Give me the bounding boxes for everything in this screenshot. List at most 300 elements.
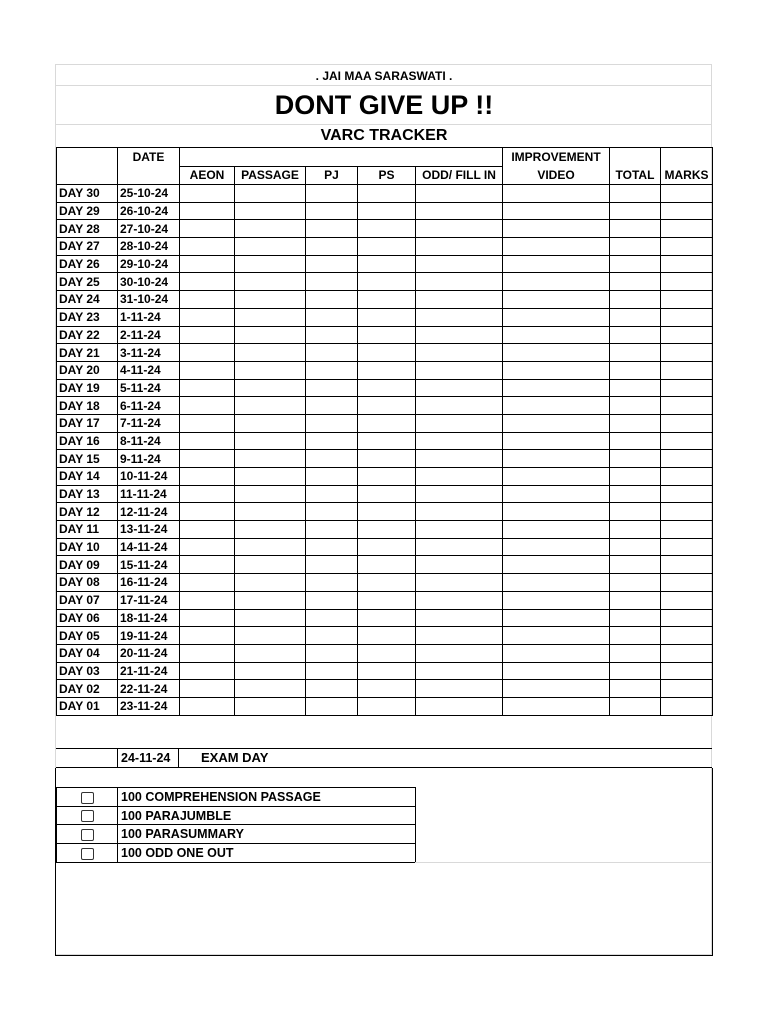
aeon-cell[interactable] xyxy=(180,379,235,397)
day-cell: DAY 23 xyxy=(57,308,118,326)
aeon-cell[interactable] xyxy=(180,485,235,503)
marks-cell[interactable] xyxy=(661,379,713,397)
ps-cell[interactable] xyxy=(358,238,416,256)
day-cell: DAY 08 xyxy=(57,574,118,592)
passage-cell[interactable] xyxy=(235,255,306,273)
pj-cell[interactable] xyxy=(306,680,358,698)
total-cell[interactable] xyxy=(610,556,661,574)
aeon-cell[interactable] xyxy=(180,273,235,291)
passage-cell[interactable] xyxy=(235,361,306,379)
video-cell[interactable] xyxy=(503,291,610,309)
odd-fill-cell[interactable] xyxy=(416,308,503,326)
marks-cell[interactable] xyxy=(661,432,713,450)
ps-cell[interactable] xyxy=(358,468,416,486)
day-cell: DAY 14 xyxy=(57,468,118,486)
date-cell: 8-11-24 xyxy=(118,432,180,450)
aeon-cell[interactable] xyxy=(180,326,235,344)
odd-fill-cell[interactable] xyxy=(416,644,503,662)
aeon-cell[interactable] xyxy=(180,574,235,592)
header-cell-empty xyxy=(661,148,713,167)
passage-cell[interactable] xyxy=(235,468,306,486)
header-total: TOTAL xyxy=(610,166,661,185)
pj-cell[interactable] xyxy=(306,644,358,662)
odd-fill-cell[interactable] xyxy=(416,574,503,592)
ps-cell[interactable] xyxy=(358,662,416,680)
video-cell[interactable] xyxy=(503,397,610,415)
table-row xyxy=(57,273,713,291)
aeon-cell[interactable] xyxy=(180,538,235,556)
total-cell[interactable] xyxy=(610,627,661,645)
odd-fill-cell[interactable] xyxy=(416,591,503,609)
aeon-cell[interactable] xyxy=(180,308,235,326)
passage-cell[interactable] xyxy=(235,273,306,291)
odd-fill-cell[interactable] xyxy=(416,273,503,291)
pj-cell[interactable] xyxy=(306,361,358,379)
total-cell[interactable] xyxy=(610,591,661,609)
marks-cell[interactable] xyxy=(661,521,713,539)
odd-fill-cell[interactable] xyxy=(416,627,503,645)
marks-cell[interactable] xyxy=(661,273,713,291)
aeon-cell[interactable] xyxy=(180,644,235,662)
checklist-label: 100 PARASUMMARY xyxy=(118,825,416,844)
odd-fill-cell[interactable] xyxy=(416,680,503,698)
ps-cell[interactable] xyxy=(358,574,416,592)
pj-cell[interactable] xyxy=(306,238,358,256)
aeon-cell[interactable] xyxy=(180,450,235,468)
total-cell[interactable] xyxy=(610,308,661,326)
day-cell: DAY 26 xyxy=(57,255,118,273)
day-cell: DAY 11 xyxy=(57,521,118,539)
marks-cell[interactable] xyxy=(661,291,713,309)
marks-cell[interactable] xyxy=(661,255,713,273)
marks-cell[interactable] xyxy=(661,326,713,344)
blessing-text: . JAI MAA SARASWATI . xyxy=(315,69,453,83)
aeon-cell[interactable] xyxy=(180,291,235,309)
odd-fill-cell[interactable] xyxy=(416,538,503,556)
table-row xyxy=(57,503,713,521)
ps-cell[interactable] xyxy=(358,185,416,203)
header-video: VIDEO xyxy=(503,166,610,185)
ps-cell[interactable] xyxy=(358,202,416,220)
marks-cell[interactable] xyxy=(661,450,713,468)
passage-cell[interactable] xyxy=(235,414,306,432)
marks-cell[interactable] xyxy=(661,609,713,627)
ps-cell[interactable] xyxy=(358,326,416,344)
passage-cell[interactable] xyxy=(235,379,306,397)
total-cell[interactable] xyxy=(610,662,661,680)
table-row xyxy=(57,680,713,698)
pj-cell[interactable] xyxy=(306,291,358,309)
odd-fill-cell[interactable] xyxy=(416,344,503,362)
table-row xyxy=(57,697,713,715)
aeon-cell[interactable] xyxy=(180,591,235,609)
day-cell: DAY 15 xyxy=(57,450,118,468)
marks-cell[interactable] xyxy=(661,680,713,698)
pj-cell[interactable] xyxy=(306,591,358,609)
exam-label: EXAM DAY xyxy=(201,750,269,765)
day-cell: DAY 28 xyxy=(57,220,118,238)
day-cell: DAY 20 xyxy=(57,361,118,379)
date-cell: 27-10-24 xyxy=(118,220,180,238)
aeon-cell[interactable] xyxy=(180,627,235,645)
aeon-cell[interactable] xyxy=(180,202,235,220)
table-row xyxy=(57,220,713,238)
pj-cell[interactable] xyxy=(306,609,358,627)
video-cell[interactable] xyxy=(503,627,610,645)
pj-cell[interactable] xyxy=(306,379,358,397)
marks-cell[interactable] xyxy=(661,503,713,521)
header-aeon: AEON xyxy=(180,166,235,185)
odd-fill-cell[interactable] xyxy=(416,202,503,220)
total-cell[interactable] xyxy=(610,185,661,203)
video-cell[interactable] xyxy=(503,574,610,592)
header-cell-empty xyxy=(57,166,118,185)
pj-cell[interactable] xyxy=(306,185,358,203)
total-cell[interactable] xyxy=(610,574,661,592)
passage-cell[interactable] xyxy=(235,450,306,468)
passage-cell[interactable] xyxy=(235,220,306,238)
passage-cell[interactable] xyxy=(235,644,306,662)
total-cell[interactable] xyxy=(610,432,661,450)
passage-cell[interactable] xyxy=(235,697,306,715)
marks-cell[interactable] xyxy=(661,538,713,556)
marks-cell[interactable] xyxy=(661,308,713,326)
exam-row xyxy=(56,748,712,768)
day-cell: DAY 09 xyxy=(57,556,118,574)
ps-cell[interactable] xyxy=(358,361,416,379)
total-cell[interactable] xyxy=(610,644,661,662)
ps-cell[interactable] xyxy=(358,397,416,415)
video-cell[interactable] xyxy=(503,185,610,203)
table-row xyxy=(57,485,713,503)
ps-cell[interactable] xyxy=(358,485,416,503)
passage-cell[interactable] xyxy=(235,485,306,503)
aeon-cell[interactable] xyxy=(180,609,235,627)
date-cell: 6-11-24 xyxy=(118,397,180,415)
aeon-cell[interactable] xyxy=(180,414,235,432)
video-cell[interactable] xyxy=(503,609,610,627)
header-marks: MARKS xyxy=(661,166,713,185)
pj-cell[interactable] xyxy=(306,503,358,521)
table-row xyxy=(57,662,713,680)
odd-fill-cell[interactable] xyxy=(416,361,503,379)
odd-fill-cell[interactable] xyxy=(416,662,503,680)
aeon-cell[interactable] xyxy=(180,521,235,539)
total-cell[interactable] xyxy=(610,344,661,362)
marks-cell[interactable] xyxy=(661,556,713,574)
marks-cell[interactable] xyxy=(661,627,713,645)
pj-cell[interactable] xyxy=(306,556,358,574)
pj-cell[interactable] xyxy=(306,397,358,415)
ps-cell[interactable] xyxy=(358,291,416,309)
video-cell[interactable] xyxy=(503,308,610,326)
total-cell[interactable] xyxy=(610,220,661,238)
aeon-cell[interactable] xyxy=(180,680,235,698)
marks-cell[interactable] xyxy=(661,220,713,238)
total-cell[interactable] xyxy=(610,538,661,556)
aeon-cell[interactable] xyxy=(180,238,235,256)
checklist-item xyxy=(57,825,416,844)
total-cell[interactable] xyxy=(610,273,661,291)
marks-cell[interactable] xyxy=(661,697,713,715)
video-cell[interactable] xyxy=(503,255,610,273)
passage-cell[interactable] xyxy=(235,432,306,450)
video-cell[interactable] xyxy=(503,238,610,256)
odd-fill-cell[interactable] xyxy=(416,397,503,415)
ps-cell[interactable] xyxy=(358,220,416,238)
marks-cell[interactable] xyxy=(661,591,713,609)
total-cell[interactable] xyxy=(610,414,661,432)
aeon-cell[interactable] xyxy=(180,397,235,415)
ps-cell[interactable] xyxy=(358,538,416,556)
video-cell[interactable] xyxy=(503,202,610,220)
total-cell[interactable] xyxy=(610,379,661,397)
checklist xyxy=(56,787,416,863)
total-cell[interactable] xyxy=(610,255,661,273)
video-cell[interactable] xyxy=(503,220,610,238)
ps-cell[interactable] xyxy=(358,273,416,291)
marks-cell[interactable] xyxy=(661,574,713,592)
table-row xyxy=(57,361,713,379)
ps-cell[interactable] xyxy=(358,414,416,432)
table-row xyxy=(57,591,713,609)
total-cell[interactable] xyxy=(610,450,661,468)
ps-cell[interactable] xyxy=(358,450,416,468)
total-cell[interactable] xyxy=(610,361,661,379)
odd-fill-cell[interactable] xyxy=(416,485,503,503)
table-row xyxy=(57,308,713,326)
pj-cell[interactable] xyxy=(306,202,358,220)
passage-cell[interactable] xyxy=(235,662,306,680)
odd-fill-cell[interactable] xyxy=(416,414,503,432)
date-cell: 1-11-24 xyxy=(118,308,180,326)
video-cell[interactable] xyxy=(503,450,610,468)
passage-cell[interactable] xyxy=(235,591,306,609)
ps-cell[interactable] xyxy=(358,432,416,450)
odd-fill-cell[interactable] xyxy=(416,238,503,256)
ps-cell[interactable] xyxy=(358,521,416,539)
ps-cell[interactable] xyxy=(358,644,416,662)
passage-cell[interactable] xyxy=(235,627,306,645)
pj-cell[interactable] xyxy=(306,273,358,291)
checkbox[interactable] xyxy=(81,792,94,804)
pj-cell[interactable] xyxy=(306,432,358,450)
odd-fill-cell[interactable] xyxy=(416,503,503,521)
pj-cell[interactable] xyxy=(306,414,358,432)
date-cell: 29-10-24 xyxy=(118,255,180,273)
odd-fill-cell[interactable] xyxy=(416,450,503,468)
odd-fill-cell[interactable] xyxy=(416,521,503,539)
pj-cell[interactable] xyxy=(306,697,358,715)
odd-fill-cell[interactable] xyxy=(416,556,503,574)
checklist-label: 100 COMPREHENSION PASSAGE xyxy=(118,788,416,807)
ps-cell[interactable] xyxy=(358,556,416,574)
video-cell[interactable] xyxy=(503,414,610,432)
odd-fill-cell[interactable] xyxy=(416,697,503,715)
total-cell[interactable] xyxy=(610,238,661,256)
marks-cell[interactable] xyxy=(661,468,713,486)
video-cell[interactable] xyxy=(503,503,610,521)
date-cell: 30-10-24 xyxy=(118,273,180,291)
ps-cell[interactable] xyxy=(358,344,416,362)
total-cell[interactable] xyxy=(610,468,661,486)
date-cell: 31-10-24 xyxy=(118,291,180,309)
date-cell: 20-11-24 xyxy=(118,644,180,662)
video-cell[interactable] xyxy=(503,680,610,698)
passage-cell[interactable] xyxy=(235,680,306,698)
ps-cell[interactable] xyxy=(358,680,416,698)
passage-cell[interactable] xyxy=(235,202,306,220)
aeon-cell[interactable] xyxy=(180,503,235,521)
day-cell: DAY 18 xyxy=(57,397,118,415)
total-cell[interactable] xyxy=(610,326,661,344)
pj-cell[interactable] xyxy=(306,220,358,238)
checkbox-cell xyxy=(57,825,118,844)
aeon-cell[interactable] xyxy=(180,344,235,362)
passage-cell[interactable] xyxy=(235,556,306,574)
video-cell[interactable] xyxy=(503,644,610,662)
marks-cell[interactable] xyxy=(661,397,713,415)
aeon-cell[interactable] xyxy=(180,185,235,203)
passage-cell[interactable] xyxy=(235,344,306,362)
video-cell[interactable] xyxy=(503,556,610,574)
odd-fill-cell[interactable] xyxy=(416,432,503,450)
odd-fill-cell[interactable] xyxy=(416,291,503,309)
aeon-cell[interactable] xyxy=(180,468,235,486)
odd-fill-cell[interactable] xyxy=(416,220,503,238)
table-row xyxy=(57,574,713,592)
video-cell[interactable] xyxy=(503,591,610,609)
marks-cell[interactable] xyxy=(661,238,713,256)
odd-fill-cell[interactable] xyxy=(416,255,503,273)
pj-cell[interactable] xyxy=(306,538,358,556)
passage-cell[interactable] xyxy=(235,308,306,326)
passage-cell[interactable] xyxy=(235,238,306,256)
video-cell[interactable] xyxy=(503,273,610,291)
passage-cell[interactable] xyxy=(235,609,306,627)
marks-cell[interactable] xyxy=(661,485,713,503)
marks-cell[interactable] xyxy=(661,185,713,203)
table-row xyxy=(57,644,713,662)
ps-cell[interactable] xyxy=(358,697,416,715)
pj-cell[interactable] xyxy=(306,662,358,680)
video-cell[interactable] xyxy=(503,521,610,539)
odd-fill-cell[interactable] xyxy=(416,609,503,627)
aeon-cell[interactable] xyxy=(180,432,235,450)
video-cell[interactable] xyxy=(503,468,610,486)
passage-cell[interactable] xyxy=(235,291,306,309)
pj-cell[interactable] xyxy=(306,627,358,645)
passage-cell[interactable] xyxy=(235,503,306,521)
tracker-title: VARC TRACKER xyxy=(320,127,448,144)
aeon-cell[interactable] xyxy=(180,556,235,574)
day-cell: DAY 05 xyxy=(57,627,118,645)
video-cell[interactable] xyxy=(503,361,610,379)
aeon-cell[interactable] xyxy=(180,361,235,379)
day-cell: DAY 22 xyxy=(57,326,118,344)
pj-cell[interactable] xyxy=(306,485,358,503)
marks-cell[interactable] xyxy=(661,662,713,680)
passage-cell[interactable] xyxy=(235,574,306,592)
marks-cell[interactable] xyxy=(661,361,713,379)
total-cell[interactable] xyxy=(610,397,661,415)
aeon-cell[interactable] xyxy=(180,697,235,715)
pj-cell[interactable] xyxy=(306,326,358,344)
checklist-label: 100 ODD ONE OUT xyxy=(118,844,416,863)
ps-cell[interactable] xyxy=(358,591,416,609)
pj-cell[interactable] xyxy=(306,344,358,362)
ps-cell[interactable] xyxy=(358,609,416,627)
video-cell[interactable] xyxy=(503,538,610,556)
marks-cell[interactable] xyxy=(661,344,713,362)
total-cell[interactable] xyxy=(610,680,661,698)
pj-cell[interactable] xyxy=(306,255,358,273)
odd-fill-cell[interactable] xyxy=(416,468,503,486)
passage-cell[interactable] xyxy=(235,397,306,415)
date-cell: 21-11-24 xyxy=(118,662,180,680)
passage-cell[interactable] xyxy=(235,538,306,556)
total-cell[interactable] xyxy=(610,609,661,627)
day-cell: DAY 04 xyxy=(57,644,118,662)
total-cell[interactable] xyxy=(610,485,661,503)
aeon-cell[interactable] xyxy=(180,255,235,273)
total-cell[interactable] xyxy=(610,503,661,521)
passage-cell[interactable] xyxy=(235,326,306,344)
checkbox[interactable] xyxy=(81,829,94,841)
marks-cell[interactable] xyxy=(661,202,713,220)
total-cell[interactable] xyxy=(610,521,661,539)
pj-cell[interactable] xyxy=(306,521,358,539)
marks-cell[interactable] xyxy=(661,644,713,662)
pj-cell[interactable] xyxy=(306,450,358,468)
total-cell[interactable] xyxy=(610,202,661,220)
passage-cell[interactable] xyxy=(235,521,306,539)
odd-fill-cell[interactable] xyxy=(416,379,503,397)
marks-cell[interactable] xyxy=(661,414,713,432)
ps-cell[interactable] xyxy=(358,255,416,273)
video-cell[interactable] xyxy=(503,379,610,397)
date-cell: 14-11-24 xyxy=(118,538,180,556)
aeon-cell[interactable] xyxy=(180,220,235,238)
pj-cell[interactable] xyxy=(306,308,358,326)
pj-cell[interactable] xyxy=(306,468,358,486)
video-cell[interactable] xyxy=(503,432,610,450)
table-row xyxy=(57,468,713,486)
video-cell[interactable] xyxy=(503,326,610,344)
ps-cell[interactable] xyxy=(358,503,416,521)
pj-cell[interactable] xyxy=(306,574,358,592)
video-cell[interactable] xyxy=(503,662,610,680)
video-cell[interactable] xyxy=(503,344,610,362)
header-cell-empty xyxy=(235,148,306,167)
table-row xyxy=(57,185,713,203)
ps-cell[interactable] xyxy=(358,627,416,645)
ps-cell[interactable] xyxy=(358,308,416,326)
aeon-cell[interactable] xyxy=(180,662,235,680)
checkbox-cell xyxy=(57,844,118,863)
total-cell[interactable] xyxy=(610,697,661,715)
checkbox[interactable] xyxy=(81,848,94,860)
passage-cell[interactable] xyxy=(235,185,306,203)
checkbox[interactable] xyxy=(81,810,94,822)
header-cell-empty xyxy=(610,148,661,167)
total-cell[interactable] xyxy=(610,291,661,309)
odd-fill-cell[interactable] xyxy=(416,326,503,344)
ps-cell[interactable] xyxy=(358,379,416,397)
video-cell[interactable] xyxy=(503,485,610,503)
video-cell[interactable] xyxy=(503,697,610,715)
odd-fill-cell[interactable] xyxy=(416,185,503,203)
